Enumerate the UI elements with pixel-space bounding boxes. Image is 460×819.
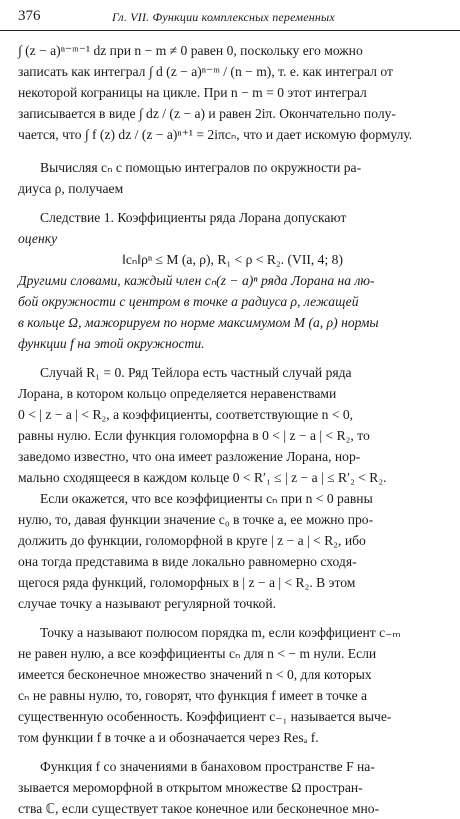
text-line: Другими словами, каждый член cₙ(z − a)ⁿ ряда Лорана на лю- <box>18 273 375 288</box>
text-line: функции f на этой окружности. <box>18 336 205 351</box>
text-line: заведомо известно, что она имеет разложение Лорана, нор- <box>18 449 361 464</box>
text-line: cₙ не равны нулю, то, говорят, что функция f имеет в точке a <box>18 688 368 703</box>
text-line: Лорана, в котором кольцо определяется неравенствами <box>18 386 337 401</box>
text-line: некоторой кограницы на цикле. При n − m = 0 этот интеграл <box>18 85 367 100</box>
line-gap <box>18 145 444 157</box>
page-body <box>18 40 444 819</box>
text-line: оценку <box>18 231 58 246</box>
text-line: Если окажется, что все коэффициенты cₙ при n < 0 равны <box>40 491 373 506</box>
text-line: зывается мероморфной в открытом множестве Ω простран- <box>18 780 363 795</box>
text-line: Точку a называют полюсом порядка m, если коэффициент c₋ₘ <box>40 625 401 640</box>
text-line: Функция f со значениями в банаховом пространстве F на- <box>40 759 375 774</box>
text-line: ∫ (z − a)ⁿ⁻ᵐ⁻¹ dz при n − m ≠ 0 равен 0, поскольку его можно <box>18 43 363 58</box>
running-head: Гл. VII. Функции комплексных переменных <box>112 10 335 24</box>
text-line: Случай R₁ = 0. Ряд Тейлора есть частный случай ряда <box>40 365 352 380</box>
text-line: записать как интеграл ∫ d (z − a)ⁿ⁻ᵐ / (n − m), т. е. как интеграл от <box>18 64 393 79</box>
text-line: не равен нулю, а все коэффициенты cₙ для n < − m нули. Если <box>18 646 377 661</box>
line-gap <box>18 748 444 756</box>
text-line: чается, что ∫ f (z) dz / (z − a)ⁿ⁺¹ = 2iπcₙ, что и дает искомую формулу. <box>18 127 413 142</box>
text-line: ства ℂ, если существует такое конечное или бесконечное мно- <box>18 801 380 816</box>
text-line: бой окружности с центром в точке a радиуса ρ, лежащей <box>18 294 359 309</box>
text-line: диуса ρ, получаем <box>18 181 124 196</box>
text-line: Следствие 1. Коэффициенты ряда Лорана допускают <box>40 210 347 225</box>
page-number: 376 <box>18 8 41 24</box>
text-line: случае точку a называют регулярной точкой. <box>18 596 277 611</box>
text-line: ‖cₙ‖ρⁿ ≤ M (a, ρ), R₁ < ρ < R₂. (VII, 4; 8) <box>122 252 343 267</box>
text-line: нулю, то, давая функции значение c₀ в точке a, ее можно про- <box>18 512 374 527</box>
line-gap <box>18 354 444 362</box>
text-line: мально сходящееся в каждом кольце 0 < R′₁ ≤ | z − a | ≤ R′₂ < R₂. <box>18 470 387 485</box>
line-gap <box>18 614 444 622</box>
line-gap <box>18 199 444 207</box>
text-line: 0 < | z − a | < R₂, а коэффициенты, соответствующие n < 0, <box>18 407 354 422</box>
text-line: в кольце Ω, мажорируем по норме максимумом M (a, ρ) нормы <box>18 315 379 330</box>
text-line: Вычисляя cₙ с помощью интегралов по окружности ра- <box>40 160 362 175</box>
text-line: существенную особенность. Коэффициент c₋₁ называется выче- <box>18 709 392 724</box>
text-line: записывается в виде ∫ dz / (z − a) и равен 2iπ. Окончательно полу- <box>18 106 396 121</box>
text-line: она тогда представима в виде локально равномерно сходя- <box>18 554 357 569</box>
text-line: том функции f в точке a и обозначается через Resₐ f. <box>18 730 319 745</box>
text-line: равны нулю. Если функция голоморфна в 0 < | z − a | < R₂, то <box>18 428 370 443</box>
text-line: должить до функции, голоморфной в круге | z − a | < R₂, ибо <box>18 533 366 548</box>
page-header <box>0 0 460 31</box>
text-line: имеется бесконечное множество значений n < 0, для которых <box>18 667 372 682</box>
text-line: щегося ряда функций, голоморфных в | z − a | < R₂. В этом <box>18 575 356 590</box>
